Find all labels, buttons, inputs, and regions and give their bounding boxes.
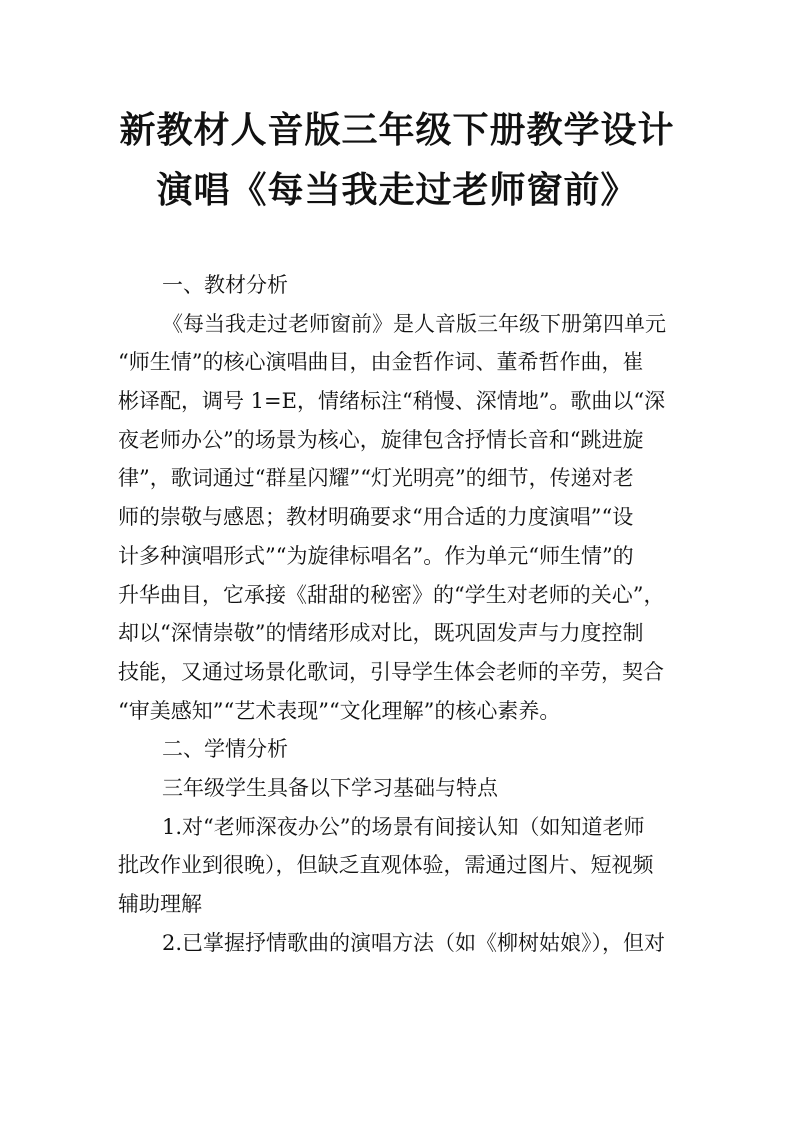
paragraph-line: 师的崇敬与感恩；教材明确要求“用合适的力度演唱”“设 [118, 505, 634, 530]
list-item-1 [118, 808, 698, 924]
section-heading-student-analysis: 二、学情分析 [162, 737, 288, 762]
paragraph-line: 升华曲目，它承接《甜甜的秘密》的“学生对老师的关心”， [118, 582, 665, 607]
paragraph-line: 《每当我走过老师窗前》是人音版三年级下册第四单元 [162, 311, 666, 336]
document-subtitle: 演唱《每当我走过老师窗前》 [156, 169, 638, 211]
paragraph-line: 批改作业到很晚），但缺乏直观体验，需通过图片、短视频 [118, 853, 654, 878]
paragraph-line: 律”，歌词通过“群星闪耀”“灯光明亮”的细节，传递对老 [118, 466, 634, 491]
paragraph-line: 辅助理解 [118, 892, 202, 916]
paragraph-line: “审美感知”“艺术表现”“文化理解”的核心素养。 [118, 698, 561, 723]
paragraph-line: 计多种演唱形式”“为旋律标唱名”。作为单元“师生情”的 [118, 543, 634, 568]
paragraph-line: 2.已掌握抒情歌曲的演唱方法（如《柳树姑娘》），但对 [162, 930, 666, 955]
section-heading-textbook-analysis: 一、教材分析 [162, 273, 288, 297]
list-item-2 [118, 924, 698, 963]
paragraph-line: “师生情”的核心演唱曲目，由金哲作词、董希哲作曲，崔 [118, 350, 644, 375]
paragraph-line: 技能，又通过场景化歌词，引导学生体会老师的辛劳，契合 [118, 659, 664, 684]
document-body [118, 266, 698, 962]
paragraph-line: 彬译配，调号 1=E，情绪标注“稍慢、深情地”。歌曲以“深 [118, 389, 666, 414]
paragraph-line: 却以“深情崇敬”的情绪形成对比，既巩固发声与力度控制 [118, 621, 644, 646]
paragraph-line: 1.对“老师深夜办公”的场景有间接认知（如知道老师 [162, 814, 645, 839]
paragraph-student-intro: 三年级学生具备以下学习基础与特点 [162, 775, 498, 800]
paragraph-line: 夜老师办公”的场景为核心，旋律包含抒情长音和“跳进旋 [118, 427, 644, 452]
paragraph-textbook-analysis [118, 305, 698, 731]
document-title: 新教材人音版三年级下册教学设计 [119, 109, 675, 151]
